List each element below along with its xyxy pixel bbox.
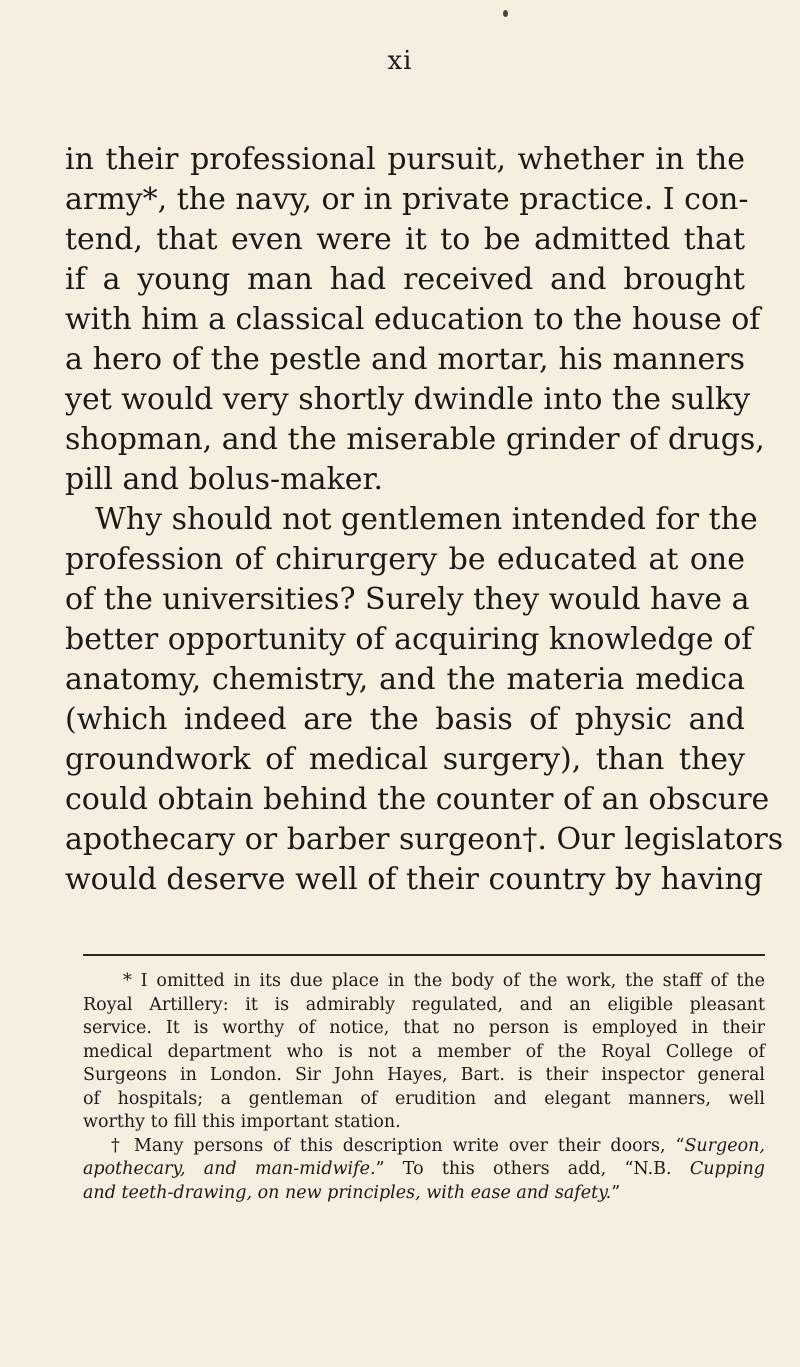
main-text — [65, 140, 784, 900]
text-line: a hero of the pestle and mortar, his manners — [65, 342, 745, 377]
text-line: apothecary or barber surgeon†. Our legislators — [65, 822, 784, 857]
text-line: Why should not gentlemen intended for the — [95, 502, 758, 537]
text-line: anatomy, chemistry, and the materia medica — [65, 662, 745, 697]
text-line: with him a classical education to the house of — [65, 302, 761, 337]
text-line: yet would very shortly dwindle into the sulky — [65, 382, 751, 417]
footnote-italic: and teeth-drawing, on new principles, with ease and safety. — [83, 1182, 612, 1203]
footnote-text: ” — [611, 1182, 621, 1203]
footnote-text: ” To this others add, “ — [375, 1159, 634, 1179]
text-line: better opportunity of acquiring knowledge of — [65, 622, 753, 657]
text-line: army*, the navy, or in private practice. I con- — [65, 182, 749, 217]
text-line: in their professional pursuit, whether in the — [65, 142, 745, 177]
footnote-line: * I omitted in its due place in the body of the work, the staff of the — [123, 971, 765, 991]
footnote-line: Royal Artillery: it is admirably regulated, and an eligible pleasant — [83, 994, 765, 1015]
footnote-divider — [83, 954, 765, 956]
footnote-italic: Surgeon, — [684, 1135, 765, 1156]
footnote-italic: apothecary, and man-midwife. — [83, 1159, 376, 1179]
text-line: could obtain behind the counter of an obscure — [65, 782, 770, 817]
footnote-line — [83, 1182, 765, 1206]
footnote-line: worthy to fill this important station. — [83, 1112, 401, 1132]
footnote-line: medical department who is not a member of the Royal College of — [83, 1041, 765, 1062]
text-line: if a young man had received and brought — [65, 262, 745, 297]
text-line: would deserve well of their country by having — [65, 862, 763, 897]
ink-speck — [503, 10, 508, 17]
footnote-smallcaps: N.B. — [633, 1159, 672, 1179]
footnote-line: Surgeons in London. Sir John Hayes, Bart. is their inspector general — [83, 1065, 765, 1085]
footnote-text: † Many persons of this description write over their doors, “ — [111, 1135, 685, 1156]
footnote-line: of hospitals; a gentleman of erudition and elegant manners, well — [83, 1088, 765, 1109]
text-line: shopman, and the miserable grinder of drugs, — [65, 422, 765, 457]
text-line: pill and bolus-maker. — [65, 462, 384, 497]
page-number: xi — [387, 46, 413, 76]
text-line: tend, that even were it to be admitted that — [65, 222, 745, 257]
text-line: groundwork of medical surgery), than they — [65, 742, 745, 777]
text-line: of the universities? Surely they would have a — [65, 582, 750, 617]
footnote-line — [83, 1135, 765, 1159]
footnotes — [83, 970, 765, 1205]
footnote-italic: Cupping — [689, 1159, 765, 1179]
footnote-line — [83, 1158, 765, 1182]
footnote-line: service. It is worthy of notice, that no person is employed in their — [83, 1018, 765, 1038]
text-line: (which indeed are the basis of physic and — [65, 702, 745, 737]
text-line: profession of chirurgery be educated at one — [65, 542, 745, 577]
